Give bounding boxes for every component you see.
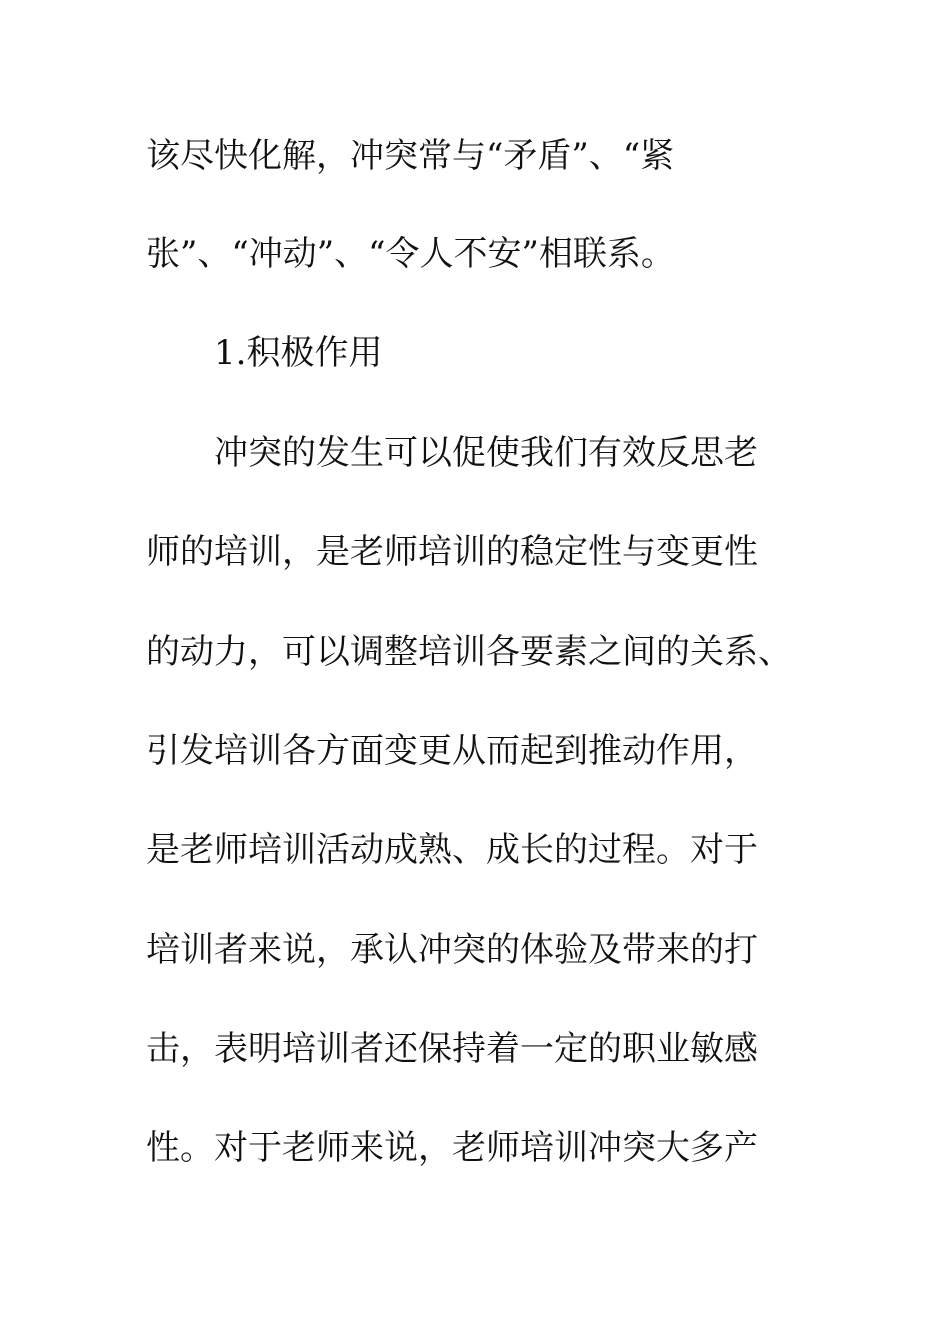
paragraph-line: 师的培训，是老师培训的稳定性与变更性 [146, 532, 758, 572]
paragraph-line: 该尽快化解，冲突常与“矛盾”、“紧 [146, 136, 675, 176]
paragraph-line: 培训者来说，承认冲突的体验及带来的打 [146, 930, 758, 970]
paragraph-line: 的动力，可以调整培训各要素之间的关系、 [146, 632, 792, 672]
paragraph-line: 击，表明培训者还保持着一定的职业敏感 [146, 1029, 758, 1069]
paragraph-line: 性。对于老师来说，老师培训冲突大多产 [146, 1128, 758, 1168]
paragraph-line: 是老师培训活动成熟、成长的过程。对于 [146, 830, 758, 870]
section-heading: 1.积极作用 [214, 333, 383, 373]
paragraph-line: 张”、“冲动”、“令人不安”相联系。 [146, 234, 675, 274]
paragraph-line: 冲突的发生可以促使我们有效反思老 [214, 433, 758, 473]
paragraph-line: 引发培训各方面变更从而起到推动作用， [146, 731, 758, 771]
